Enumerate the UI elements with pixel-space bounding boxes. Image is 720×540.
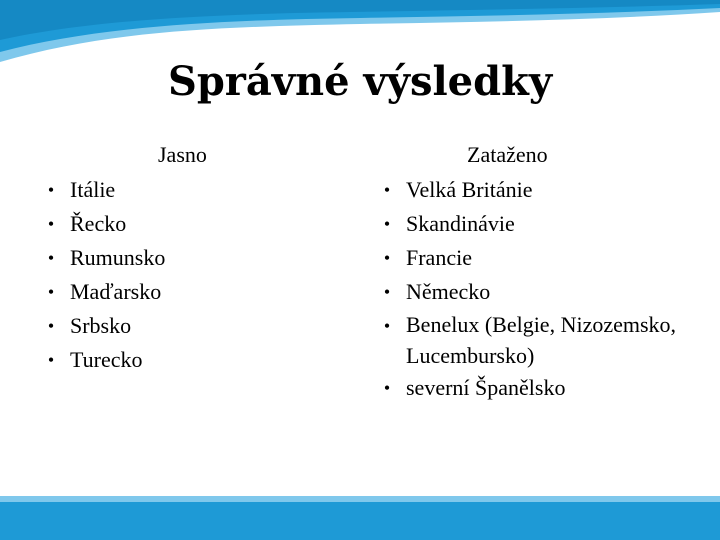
list-item: • Francie (380, 241, 680, 275)
bullet-icon: • (383, 378, 391, 398)
list-item: • Německo (380, 275, 680, 309)
list-item: • Srbsko (44, 309, 304, 343)
left-column-heading: Jasno (158, 142, 207, 167)
bullet-icon: • (383, 180, 391, 200)
list-item: • Benelux (Belgie, Nizozemsko, Lucembursko) (380, 309, 680, 371)
bullet-icon: • (47, 214, 55, 234)
bullet-icon: • (383, 282, 391, 302)
list-item: • Skandinávie (380, 207, 680, 241)
bullet-icon: • (47, 180, 55, 200)
list-item: • Turecko (44, 343, 304, 377)
list-item: • Velká Británie (380, 173, 680, 207)
right-column-heading: Zataženo (467, 142, 548, 167)
bullet-icon: • (383, 248, 391, 268)
list-item: • Řecko (44, 207, 304, 241)
bullet-icon: • (47, 248, 55, 268)
list-item: • Itálie (44, 173, 304, 207)
bullet-icon: • (383, 214, 391, 234)
bullet-icon: • (383, 316, 391, 336)
bullet-icon: • (47, 282, 55, 302)
bottom-band-decoration (0, 496, 720, 540)
slide-title: Správné výsledky (167, 58, 553, 105)
list-item: • Maďarsko (44, 275, 304, 309)
right-bullet-list (380, 173, 680, 405)
list-item: • severní Španělsko (380, 371, 680, 405)
left-bullet-list (44, 173, 304, 377)
list-item: • Rumunsko (44, 241, 304, 275)
bullet-icon: • (47, 316, 55, 336)
bullet-icon: • (47, 350, 55, 370)
